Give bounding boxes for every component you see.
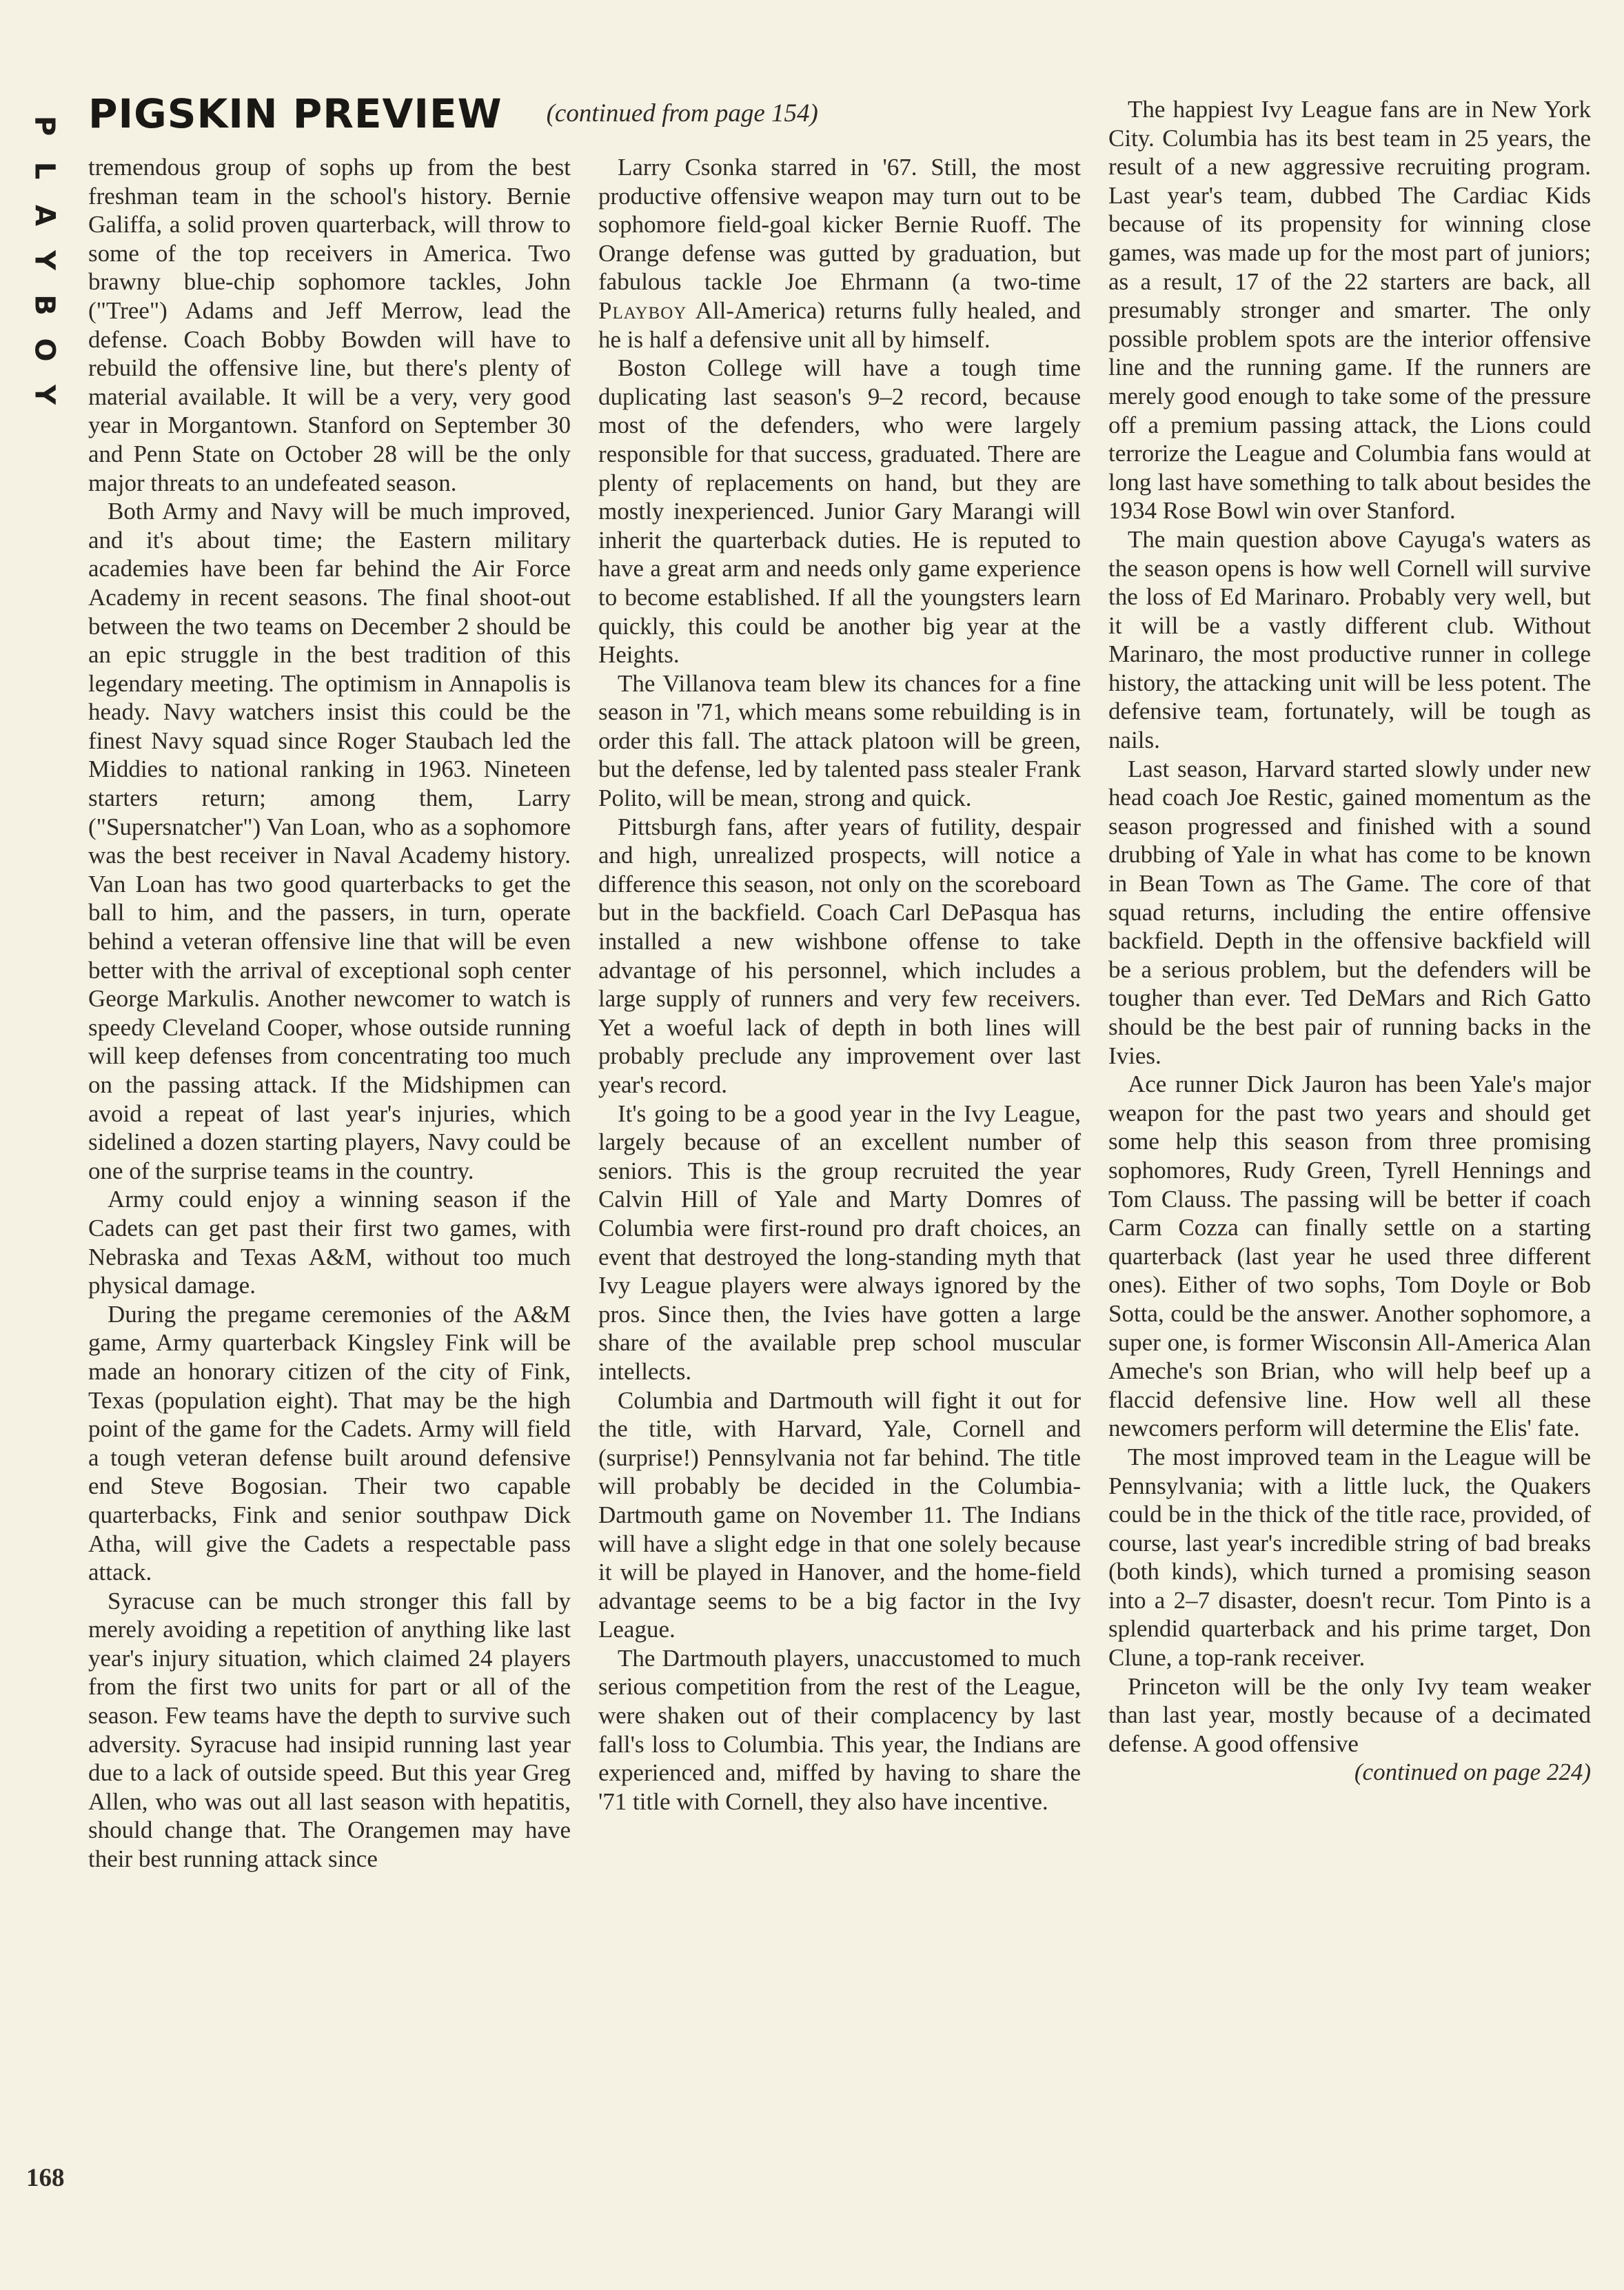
text-column-1 <box>88 153 571 1874</box>
article-paragraph: The main question above Cayuga's waters as the season opens is how well Cornell will survive the loss of Ed Marinaro. Probably very well, but it will be a vastly different club. Without Marinaro, the most productive runner in college history, the attacking unit will be less potent. The defensive team, fortunately, will be tough as nails. <box>1108 525 1591 754</box>
masthead-letter: A <box>28 205 61 226</box>
masthead-letter: O <box>28 338 61 362</box>
article-paragraph: Ace runner Dick Jauron has been Yale's major weapon for the past two years and should get some help this season from three promising sophomores, Rudy Green, Tyrell Hennings and Tom Clauss. The passing will be better if coach Carm Cozza can finally settle on a starting quarterback (last year he used three different ones). Either of two sophs, Tom Doyle or Bob Sotta, could be the answer. Another sophomore, a super one, is former Wisconsin All-America Alan Ameche's son Brian, who will help beef up a flaccid defensive line. How well all these newcomers perform will determine the Elis' fate. <box>1108 1071 1591 1442</box>
article-paragraph: tremendous group of sophs up from the best freshman team in the school's history. Bernie Galiffa, a solid proven quarterback, will throw to some of the top receivers in America. Two brawny blue-chip sophomore tackles, John ("Tree") Adams and Jeff Merrow, lead the defense. Coach Bobby Bowden will have to rebuild the offensive line, but there's plenty of material available. It will be a very, very good year in Morgantown. Stanford on September 30 and Penn State on October 28 will be the only major threats to an undefeated season. <box>88 154 571 496</box>
article-paragraph: Princeton will be the only Ivy team weaker than last year, mostly because of a decimated defense. A good offensive <box>1108 1672 1591 1757</box>
article-paragraph: The Villanova team blew its chances for a fine season in '71, which means some rebuilding is in order this fall. The attack platoon will be green, but the defense, led by talented pass stealer Frank Polito, will be mean, strong and quick. <box>598 669 1081 812</box>
page-number: 168 <box>26 2164 65 2192</box>
article-paragraph: The Dartmouth players, unaccustomed to much serious competition from the rest of the League, were shaken out of their complacency by last fall's loss to Columbia. This year, the Indians are experienced and, miffed by having to share the '71 title with Cornell, they also have incentive. <box>598 1644 1081 1815</box>
masthead-letter: B <box>28 294 61 316</box>
article-paragraph: The most improved team in the League will be Pennsylvania; with a little luck, the Quakers could be in the thick of the title race, provided, of course, last year's incredible string of bad breaks (both kinds), which turned a promising season into a 2–7 disaster, doesn't recur. Tom Pinto is a splendid quarterback and his prime target, Don Clune, a top-rank receiver. <box>1108 1443 1591 1672</box>
playboy-inline: Playboy <box>598 296 687 324</box>
magazine-masthead-vertical <box>25 103 63 417</box>
continued-on-note: (continued on page 224) <box>1354 1759 1591 1786</box>
article-paragraph: Columbia and Dartmouth will fight it out for the title, with Harvard, Yale, Cornell and (surprise!) Pennsylvania not far behind. The title will probably be decided in the Columbia-Dartmouth game on November 11. The Indians will have a slight edge in that one solely because it will be played in Hanover, and the home-field advantage seems to be a big factor in the Ivy League. <box>598 1386 1081 1643</box>
article-paragraph: The happiest Ivy League fans are in New York City. Columbia has its best team in 25 years, the result of a new aggressive recruiting program. Last year's team, dubbed The Cardiac Kids because of its propensity for winning close games, was made up for the most part of juniors; as a result, 17 of the 22 starters are back, all presumably stronger and smarter. The only possible problem spots are the interior offensive line and the running game. If the runners are merely good enough to take some of the pressure off a premium passing attack, the Lions could terrorize the League and Columbia fans would at long last have something to talk about besides the 1934 Rose Bowl win over Stanford. <box>1108 96 1591 525</box>
continued-from-note: (continued from page 154) <box>546 99 818 128</box>
masthead-letter: Y <box>28 250 61 270</box>
masthead-letter: P <box>28 115 61 136</box>
masthead-letter: L <box>28 161 61 180</box>
article-paragraph: Boston College will have a tough time duplicating last season's 9–2 record, because most of the defenders, who were largely responsible for that success, graduated. There are plenty of replacements on hand, but they are mostly inexperienced. Junior Gary Marangi will inherit the quarterback duties. He is reputed to have a great arm and needs only game experience to become established. If all the youngsters learn quickly, this could be another big year at the Heights. <box>598 354 1081 669</box>
text-column-2 <box>598 153 1081 1816</box>
article-paragraph: During the pregame ceremonies of the A&M game, Army quarterback Kingsley Fink will be made an honorary citizen of the city of Fink, Texas (population eight). That may be the high point of the game for the Cadets. Army will field a tough veteran defense built around defensive end Steve Bogosian. Their two capable quarterbacks, Fink and senior southpaw Dick Atha, will give the Cadets a respectable pass attack. <box>88 1300 571 1586</box>
article-title: PIGSKIN PREVIEW <box>88 90 503 137</box>
article-paragraph: Last season, Harvard started slowly under new head coach Joe Restic, gained momentum as the season progressed and finished with a sound drubbing of Yale in what has come to be known in Bean Town as The Game. The core of that squad returns, including the entire offensive backfield. Depth in the offensive backfield will be a serious problem, but the defenders will be tougher than ever. Ted DeMars and Rich Gatto should be the best pair of running backs in the Ivies. <box>1108 755 1591 1069</box>
text-column-3 <box>1108 95 1591 1787</box>
article-paragraph: Both Army and Navy will be much improved, and it's about time; the Eastern military academies have been far behind the Air Force Academy in recent seasons. The final shoot-out between the two teams on December 2 should be an epic struggle in the best tradition of this legendary meeting. The optimism in Annapolis is heady. Navy watchers insist this could be the finest Navy squad since Roger Staubach led the Middies to national ranking in 1963. Nineteen starters return; among them, Larry ("Supersnatcher") Van Loan, who as a sophomore was the best receiver in Naval Academy history. Van Loan has two good quarterbacks to get the ball to him, and the passers, in turn, operate behind a veteran offensive line that will be even better with the arrival of exceptional soph center George Markulis. Another newcomer to watch is speedy Cleveland Cooper, whose outside running will keep defenses from concentrating too much on the passing attack. If the Midshipmen can avoid a repeat of last year's injuries, which sidelined a dozen starting players, Navy could be one of the surprise teams in the country. <box>88 498 571 1184</box>
article-paragraph: Army could enjoy a winning season if the Cadets can get past their first two games, with Nebraska and Texas A&M, without too much physical damage. <box>88 1186 571 1299</box>
article-paragraph: Syracuse can be much stronger this fall by merely avoiding a repetition of anything like last year's injury situation, which claimed 24 players from the first two units for part or all of the season. Few teams have the depth to survive such adversity. Syracuse had insipid running last year due to a lack of outside speed. But this year Greg Allen, who was out all last season with hepatitis, should change that. The Orangemen may have their best running attack since <box>88 1587 571 1873</box>
article-paragraph: Pittsburgh fans, after years of futility, despair and high, unrealized prospects, will notice a difference this season, not only on the scoreboard but in the backfield. Coach Carl DePasqua has installed a new wishbone offense to take advantage of his personnel, which includes a large supply of runners and very few receivers. Yet a woeful lack of depth in both lines will probably preclude any improvement over last year's record. <box>598 813 1081 1098</box>
article-paragraph: Larry Csonka starred in '67. Still, the most productive offensive weapon may turn out to be sophomore field-goal kicker Bernie Ruoff. The Orange defense was gutted by graduation, but fabulous tackle Joe Ehrmann (a two-time Playboy All-America) returns fully healed, and he is half a defensive unit all by himself. <box>598 154 1081 353</box>
article-paragraph: It's going to be a good year in the Ivy League, largely because of an excellent number of seniors. This is the group recruited the year Calvin Hill of Yale and Marty Domres of Columbia were first-round pro draft choices, an event that destroyed the long-standing myth that Ivy League players were always ignored by the pros. Since then, the Ivies have gotten a large share of the available prep school muscular intellects. <box>598 1100 1081 1385</box>
masthead-letter: Y <box>28 385 61 405</box>
